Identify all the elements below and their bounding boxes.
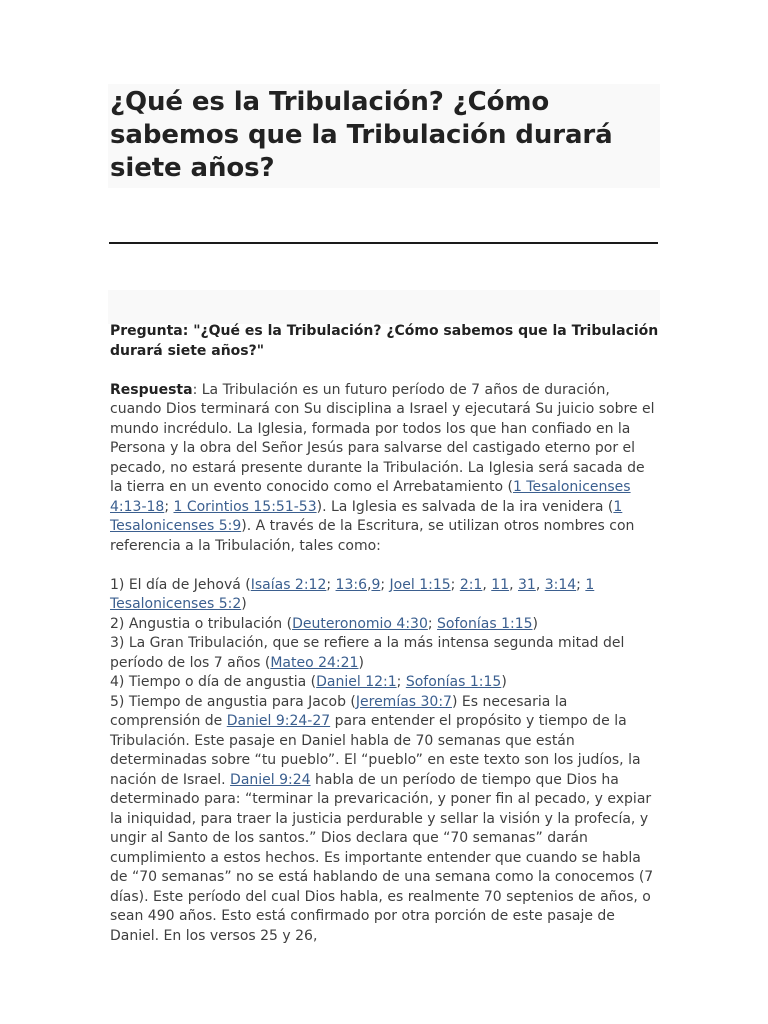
question-label: Pregunta — [110, 323, 183, 339]
separator: ; — [427, 615, 438, 632]
list-item — [110, 693, 660, 947]
list-text: 5) Tiempo de angustia para Jacob ( — [110, 693, 356, 710]
separator: ; — [576, 576, 586, 593]
separator: , — [482, 576, 492, 593]
horizontal-divider — [109, 242, 658, 244]
separator: ; — [396, 674, 406, 690]
answer-label: Respuesta — [110, 381, 193, 398]
list-text: 3) La Gran Tribulación, que se refiere a la más intensa segunda mitad del período de los 7 años ( — [110, 635, 625, 671]
scripture-link[interactable]: Daniel 12:1 — [316, 674, 397, 690]
scripture-link[interactable]: Daniel 9:24 — [230, 771, 311, 788]
list-text: habla de un período de tiempo que Dios ha determinado para: “terminar la prevaricación, y poner fin al pecado, y expiar la iniquidad, para traer la justicia perdurable y sellar la visión y la profecía, y ungir al Santo de los santos.” Dios declara que “70 semanas” darán cumplimiento a estos hechos. Es importante entender que cuando se habla de “70 semanas” no se está hablando de una semana como la conocemos (7 días). Este período del cual Dios habla, es realmente 70 septenios de años, o sean 490 años. Esto está confirmado por otra porción de este pasaje de Daniel. En los versos 25 y 26, — [110, 771, 654, 944]
scripture-link[interactable]: 2:1 — [459, 576, 483, 593]
question-text: : "¿Qué es la Tribulación? ¿Cómo sabemos que la Tribulación durará siete años?" — [110, 323, 659, 359]
scripture-link[interactable]: 31 — [517, 576, 536, 593]
question-paragraph — [110, 322, 660, 361]
separator: ; — [326, 576, 336, 593]
scripture-link[interactable]: Daniel 9:24-27 — [226, 713, 331, 729]
separator: , — [509, 576, 518, 593]
separator: ; — [450, 576, 460, 593]
list-text: para entender el propósito y tiempo de la Tribulación. Este pasaje en Daniel habla de 70 semanas que están determinadas sobre “tu pueblo”. El “pueblo” en este texto son los judíos, la nación de Israel. — [110, 713, 641, 788]
list-item — [110, 615, 660, 635]
list-item — [110, 673, 660, 693]
scripture-link[interactable]: Sofonías 1:15 — [405, 674, 502, 690]
scripture-link[interactable]: 1 Tesalonicenses 4:13-18 — [110, 479, 631, 515]
list-item — [110, 576, 660, 615]
scripture-link[interactable]: Mateo 24:21 — [270, 654, 359, 671]
separator: ) — [532, 615, 538, 632]
answer-text: : La Tribulación es un futuro período de 7 años de duración, cuando Dios terminará con Su disciplina a Israel y ejecutará Su juicio sobre el mundo incrédulo. La Iglesia, formada por todos los que han confiado en la Persona y la obra del Señor Jesús para salvarse del castigado eterno por el pecado, no estará presente durante la Tribulación. La Iglesia será sacada de la tierra en un evento conocido como el Arrebatamiento ( — [110, 381, 655, 495]
scripture-link[interactable]: 1 Tesalonicenses 5:2 — [110, 576, 595, 612]
scripture-link[interactable]: Sofonías 1:15 — [437, 615, 533, 632]
list-text: 2) Angustia o tribulación ( — [110, 615, 293, 632]
article-body — [110, 322, 660, 946]
list-text: 4) Tiempo o día de angustia ( — [110, 674, 317, 690]
separator: ) — [241, 596, 247, 612]
grey-band — [108, 290, 660, 324]
separator: , — [535, 576, 545, 593]
scripture-link[interactable]: Deuteronomio 4:30 — [292, 615, 428, 632]
scripture-link[interactable]: 3:14 — [544, 576, 577, 593]
list-text: ) Es necesaria la comprensión de — [110, 693, 568, 729]
separator: , — [367, 576, 372, 593]
page-title: ¿Qué es la Tribulación? ¿Cómo sabemos que la Tribulación durará siete años? — [110, 87, 613, 183]
list-item — [110, 634, 660, 673]
scripture-link[interactable]: 9 — [371, 576, 381, 593]
scripture-link[interactable]: 1 Corintios 15:51-53 — [173, 498, 317, 515]
scripture-link[interactable]: Joel 1:15 — [389, 576, 451, 593]
scripture-link[interactable]: Jeremías 30:7 — [355, 693, 452, 710]
scripture-link[interactable]: Isaías 2:12 — [250, 576, 327, 593]
answer-text: ). A través de la Escritura, se utilizan otros nombres con referencia a la Tribulación, tales como: — [110, 518, 635, 554]
separator: ; — [380, 576, 390, 593]
separator: ; — [164, 498, 174, 515]
scripture-link[interactable]: 11 — [491, 576, 510, 593]
list-text: 1) El día de Jehová ( — [110, 576, 251, 593]
scripture-link[interactable]: 13:6 — [335, 576, 367, 593]
separator: ) — [358, 654, 364, 671]
separator: ) — [501, 674, 507, 690]
answer-text: ). La Iglesia es salvada de la ira venidera ( — [316, 498, 614, 515]
answer-paragraph — [110, 381, 660, 557]
scripture-link[interactable]: 1 Tesalonicenses 5:9 — [110, 498, 623, 534]
